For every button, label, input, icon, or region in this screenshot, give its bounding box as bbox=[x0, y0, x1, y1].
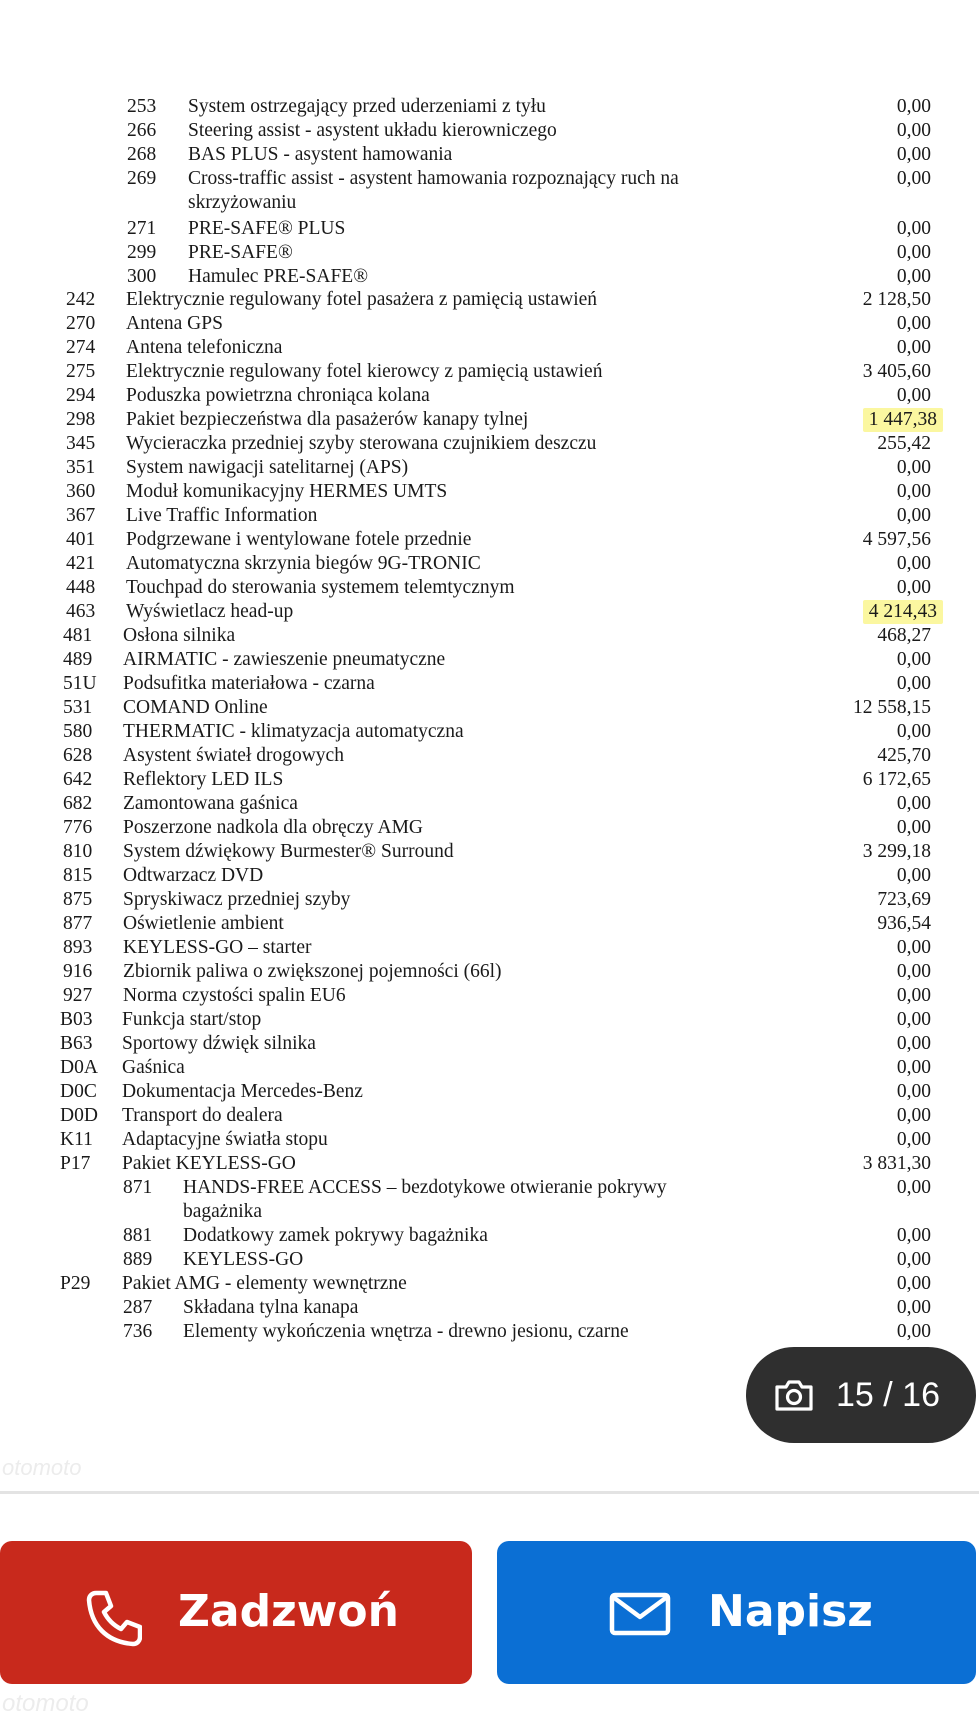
option-code: 51U bbox=[63, 673, 97, 694]
option-code: B63 bbox=[60, 1033, 93, 1054]
table-row bbox=[0, 456, 979, 480]
watermark: otomoto bbox=[2, 1690, 89, 1717]
option-code: 776 bbox=[63, 817, 93, 838]
table-row bbox=[0, 720, 979, 744]
option-price: 0,00 bbox=[896, 793, 931, 814]
option-code: 682 bbox=[63, 793, 93, 814]
table-row bbox=[0, 360, 979, 384]
option-description: Reflektory LED ILS bbox=[123, 769, 284, 790]
call-button-label: Zadzwoń bbox=[178, 1586, 399, 1637]
option-description: Antena telefoniczna bbox=[126, 337, 283, 358]
table-row bbox=[0, 1080, 979, 1104]
option-code: P17 bbox=[60, 1153, 91, 1174]
option-price: 0,00 bbox=[896, 1177, 931, 1198]
table-row bbox=[0, 912, 979, 936]
table-row bbox=[0, 432, 979, 456]
option-price: 3 405,60 bbox=[862, 361, 931, 382]
option-code: 481 bbox=[63, 625, 93, 646]
option-description: Funkcja start/stop bbox=[122, 1009, 262, 1030]
table-row bbox=[0, 480, 979, 504]
option-description: HANDS-FREE ACCESS – bezdotykowe otwieranie pokrywy bbox=[183, 1177, 667, 1198]
option-description: COMAND Online bbox=[123, 697, 268, 718]
table-row bbox=[0, 744, 979, 768]
gallery-counter[interactable] bbox=[746, 1347, 976, 1443]
option-description: Touchpad do sterowania systemem telemtycznym bbox=[126, 577, 515, 598]
option-code: 877 bbox=[63, 913, 93, 934]
option-code: 300 bbox=[127, 266, 157, 287]
table-row bbox=[0, 840, 979, 864]
option-price: 12 558,15 bbox=[853, 697, 931, 718]
option-code: 893 bbox=[63, 937, 93, 958]
table-row bbox=[0, 1320, 979, 1344]
option-description: Spryskiwacz przedniej szyby bbox=[123, 889, 351, 910]
message-button[interactable] bbox=[497, 1541, 976, 1684]
option-description: Automatyczna skrzynia biegów 9G-TRONIC bbox=[126, 553, 481, 574]
option-description-continued: bagażnika bbox=[183, 1201, 263, 1222]
table-row bbox=[0, 984, 979, 1008]
table-row bbox=[0, 167, 979, 213]
table-row bbox=[0, 1152, 979, 1176]
option-price: 0,00 bbox=[896, 1081, 931, 1102]
table-row bbox=[0, 1032, 979, 1056]
option-description: Pakiet AMG - elementy wewnętrzne bbox=[122, 1273, 407, 1294]
option-description: Dokumentacja Mercedes-Benz bbox=[122, 1081, 363, 1102]
option-description: Osłona silnika bbox=[123, 625, 236, 646]
table-row bbox=[0, 312, 979, 336]
option-code: 463 bbox=[66, 601, 96, 622]
option-description-continued: skrzyżowaniu bbox=[188, 192, 297, 213]
option-description: Elektrycznie regulowany fotel kierowcy z pamięcią ustawień bbox=[126, 361, 603, 382]
option-price: 0,00 bbox=[896, 266, 931, 287]
option-price: 3 299,18 bbox=[862, 841, 931, 862]
option-description: System dźwiękowy Burmester® Surround bbox=[123, 841, 454, 862]
option-description: PRE-SAFE® PLUS bbox=[188, 218, 346, 239]
table-row bbox=[0, 217, 979, 241]
option-price: 0,00 bbox=[896, 481, 931, 502]
option-price: 4 597,56 bbox=[862, 529, 931, 550]
table-row bbox=[0, 696, 979, 720]
option-price: 3 831,30 bbox=[862, 1153, 931, 1174]
table-row bbox=[0, 816, 979, 840]
option-price: 0,00 bbox=[896, 1033, 931, 1054]
option-price: 6 172,65 bbox=[862, 769, 931, 790]
gallery-counter-text: 15 / 16 bbox=[836, 1376, 940, 1414]
table-row bbox=[0, 936, 979, 960]
option-price: 2 128,50 bbox=[862, 289, 931, 310]
option-description: Elementy wykończenia wnętrza - drewno jesionu, czarne bbox=[183, 1321, 629, 1342]
option-price: 0,00 bbox=[896, 1057, 931, 1078]
option-description: Adaptacyjne światła stopu bbox=[122, 1129, 328, 1150]
option-price: 0,00 bbox=[896, 961, 931, 982]
option-code: 253 bbox=[127, 96, 157, 117]
option-description: Steering assist - asystent układu kierowniczego bbox=[188, 120, 557, 141]
option-code: 298 bbox=[66, 409, 96, 430]
option-price: 0,00 bbox=[896, 218, 931, 239]
table-row bbox=[0, 336, 979, 360]
table-row bbox=[0, 600, 979, 624]
option-price: 468,27 bbox=[877, 625, 931, 646]
table-row bbox=[0, 528, 979, 552]
option-code: 531 bbox=[63, 697, 93, 718]
option-code: 274 bbox=[66, 337, 96, 358]
option-description: Elektrycznie regulowany fotel pasażera z pamięcią ustawień bbox=[126, 289, 598, 310]
option-code: 421 bbox=[66, 553, 96, 574]
option-price: 0,00 bbox=[896, 1009, 931, 1030]
table-row bbox=[0, 143, 979, 167]
camera-icon bbox=[774, 1378, 814, 1412]
option-description: Pakiet bezpieczeństwa dla pasażerów kanapy tylnej bbox=[126, 409, 529, 430]
option-price: 0,00 bbox=[896, 1105, 931, 1126]
table-row bbox=[0, 1296, 979, 1320]
option-price: 723,69 bbox=[877, 889, 931, 910]
option-code: 268 bbox=[127, 144, 157, 165]
option-description: Podgrzewane i wentylowane fotele przednie bbox=[126, 529, 472, 550]
option-code: 810 bbox=[63, 841, 93, 862]
option-description: Norma czystości spalin EU6 bbox=[123, 985, 346, 1006]
option-code: 580 bbox=[63, 721, 93, 742]
watermark: otomoto bbox=[2, 1455, 82, 1480]
option-price: 0,00 bbox=[896, 1321, 931, 1342]
table-row bbox=[0, 576, 979, 600]
option-price: 0,00 bbox=[896, 242, 931, 263]
option-price: 0,00 bbox=[896, 553, 931, 574]
option-code: P29 bbox=[60, 1273, 91, 1294]
option-description: Asystent świateł drogowych bbox=[123, 745, 344, 766]
option-description: KEYLESS-GO bbox=[183, 1249, 304, 1270]
table-row bbox=[0, 241, 979, 265]
option-description: System ostrzegający przed uderzeniami z tyłu bbox=[188, 96, 546, 117]
table-row bbox=[0, 1176, 979, 1222]
option-description: Gaśnica bbox=[122, 1057, 185, 1078]
option-description: Składana tylna kanapa bbox=[183, 1297, 359, 1318]
option-code: 927 bbox=[63, 985, 93, 1006]
option-code: 448 bbox=[66, 577, 96, 598]
option-description: Zamontowana gaśnica bbox=[123, 793, 298, 814]
table-row bbox=[0, 1272, 979, 1296]
option-price: 0,00 bbox=[896, 457, 931, 478]
table-row bbox=[0, 792, 979, 816]
option-price: 1 447,38 bbox=[863, 408, 943, 432]
option-description: KEYLESS-GO – starter bbox=[123, 937, 312, 958]
option-price: 4 214,43 bbox=[863, 600, 943, 624]
option-code: 275 bbox=[66, 361, 96, 382]
option-code: 299 bbox=[127, 242, 157, 263]
option-description: Moduł komunikacyjny HERMES UMTS bbox=[126, 481, 448, 502]
option-price: 0,00 bbox=[896, 144, 931, 165]
option-price: 0,00 bbox=[896, 505, 931, 526]
table-row bbox=[0, 265, 979, 289]
option-price: 0,00 bbox=[896, 721, 931, 742]
option-description: Antena GPS bbox=[126, 313, 223, 334]
option-price: 0,00 bbox=[896, 168, 931, 189]
option-description: Podsufitka materiałowa - czarna bbox=[123, 673, 375, 694]
option-description: Dodatkowy zamek pokrywy bagażnika bbox=[183, 1225, 488, 1246]
option-code: 294 bbox=[66, 385, 96, 406]
table-row bbox=[0, 1056, 979, 1080]
option-price: 255,42 bbox=[877, 433, 931, 454]
table-row bbox=[0, 408, 979, 432]
option-code: 815 bbox=[63, 865, 93, 886]
option-price: 0,00 bbox=[896, 865, 931, 886]
table-row bbox=[0, 888, 979, 912]
option-price: 0,00 bbox=[896, 937, 931, 958]
option-code: 242 bbox=[66, 289, 96, 310]
option-price: 0,00 bbox=[896, 337, 931, 358]
option-code: 875 bbox=[63, 889, 93, 910]
option-description: Poduszka powietrzna chroniąca kolana bbox=[126, 385, 430, 406]
table-row bbox=[0, 960, 979, 984]
option-code: 916 bbox=[63, 961, 93, 982]
option-code: 345 bbox=[66, 433, 96, 454]
option-price: 0,00 bbox=[896, 1273, 931, 1294]
option-description: Poszerzone nadkola dla obręczy AMG bbox=[123, 817, 423, 838]
option-price: 0,00 bbox=[896, 1297, 931, 1318]
option-description: Wyświetlacz head-up bbox=[126, 601, 294, 622]
option-code: 271 bbox=[127, 218, 157, 239]
table-row bbox=[0, 119, 979, 143]
option-price: 0,00 bbox=[896, 313, 931, 334]
option-code: 270 bbox=[66, 313, 96, 334]
option-code: 736 bbox=[123, 1321, 153, 1342]
option-code: K11 bbox=[60, 1129, 93, 1150]
table-row bbox=[0, 1104, 979, 1128]
option-price: 0,00 bbox=[896, 1249, 931, 1270]
option-description: Odtwarzacz DVD bbox=[123, 865, 264, 886]
table-row bbox=[0, 95, 979, 119]
divider bbox=[0, 1491, 979, 1494]
table-row bbox=[0, 1128, 979, 1152]
option-description: Cross-traffic assist - asystent hamowania rozpoznający ruch na bbox=[188, 168, 679, 189]
option-description: Transport do dealera bbox=[122, 1105, 283, 1126]
option-code: 401 bbox=[66, 529, 96, 550]
option-price: 0,00 bbox=[896, 1129, 931, 1150]
option-description: THERMATIC - klimatyzacja automatyczna bbox=[123, 721, 464, 742]
option-price: 0,00 bbox=[896, 1225, 931, 1246]
table-row bbox=[0, 624, 979, 648]
table-row bbox=[0, 1248, 979, 1272]
option-description: Hamulec PRE-SAFE® bbox=[188, 266, 369, 287]
message-button-label: Napisz bbox=[708, 1586, 873, 1637]
option-price: 0,00 bbox=[896, 385, 931, 406]
option-code: D0D bbox=[60, 1105, 98, 1126]
option-price: 0,00 bbox=[896, 817, 931, 838]
table-row bbox=[0, 504, 979, 528]
envelope-icon bbox=[609, 1592, 671, 1636]
table-row bbox=[0, 1008, 979, 1032]
option-code: 287 bbox=[123, 1297, 153, 1318]
option-description: System nawigacji satelitarnej (APS) bbox=[126, 457, 409, 478]
option-description: Pakiet KEYLESS-GO bbox=[122, 1153, 296, 1174]
option-code: 881 bbox=[123, 1225, 153, 1246]
table-row bbox=[0, 384, 979, 408]
option-description: Zbiornik paliwa o zwiększonej pojemności (66l) bbox=[123, 961, 502, 982]
option-code: 871 bbox=[123, 1177, 153, 1198]
option-code: 269 bbox=[127, 168, 157, 189]
option-price: 0,00 bbox=[896, 673, 931, 694]
option-price: 0,00 bbox=[896, 96, 931, 117]
option-price: 425,70 bbox=[877, 745, 931, 766]
table-row bbox=[0, 552, 979, 576]
call-button[interactable] bbox=[0, 1541, 472, 1684]
option-description: BAS PLUS - asystent hamowania bbox=[188, 144, 453, 165]
option-price: 0,00 bbox=[896, 120, 931, 141]
table-row bbox=[0, 864, 979, 888]
option-description: Wycieraczka przedniej szyby sterowana czujnikiem deszczu bbox=[126, 433, 597, 454]
option-price: 0,00 bbox=[896, 577, 931, 598]
option-code: 367 bbox=[66, 505, 96, 526]
option-code: D0C bbox=[60, 1081, 97, 1102]
phone-icon bbox=[82, 1587, 142, 1647]
option-code: 351 bbox=[66, 457, 96, 478]
table-row bbox=[0, 648, 979, 672]
option-description: AIRMATIC - zawieszenie pneumatyczne bbox=[123, 649, 446, 670]
option-code: D0A bbox=[60, 1057, 98, 1078]
option-description: Live Traffic Information bbox=[126, 505, 318, 526]
table-row bbox=[0, 672, 979, 696]
option-code: 889 bbox=[123, 1249, 153, 1270]
table-row bbox=[0, 288, 979, 312]
option-code: 360 bbox=[66, 481, 96, 502]
option-code: 628 bbox=[63, 745, 93, 766]
option-price: 936,54 bbox=[877, 913, 931, 934]
option-code: B03 bbox=[60, 1009, 93, 1030]
option-price: 0,00 bbox=[896, 985, 931, 1006]
option-description: Sportowy dźwięk silnika bbox=[122, 1033, 316, 1054]
option-price: 0,00 bbox=[896, 649, 931, 670]
option-code: 642 bbox=[63, 769, 93, 790]
table-row bbox=[0, 768, 979, 792]
table-row bbox=[0, 1224, 979, 1248]
option-description: PRE-SAFE® bbox=[188, 242, 293, 263]
option-code: 266 bbox=[127, 120, 157, 141]
option-description: Oświetlenie ambient bbox=[123, 913, 284, 934]
option-code: 489 bbox=[63, 649, 93, 670]
